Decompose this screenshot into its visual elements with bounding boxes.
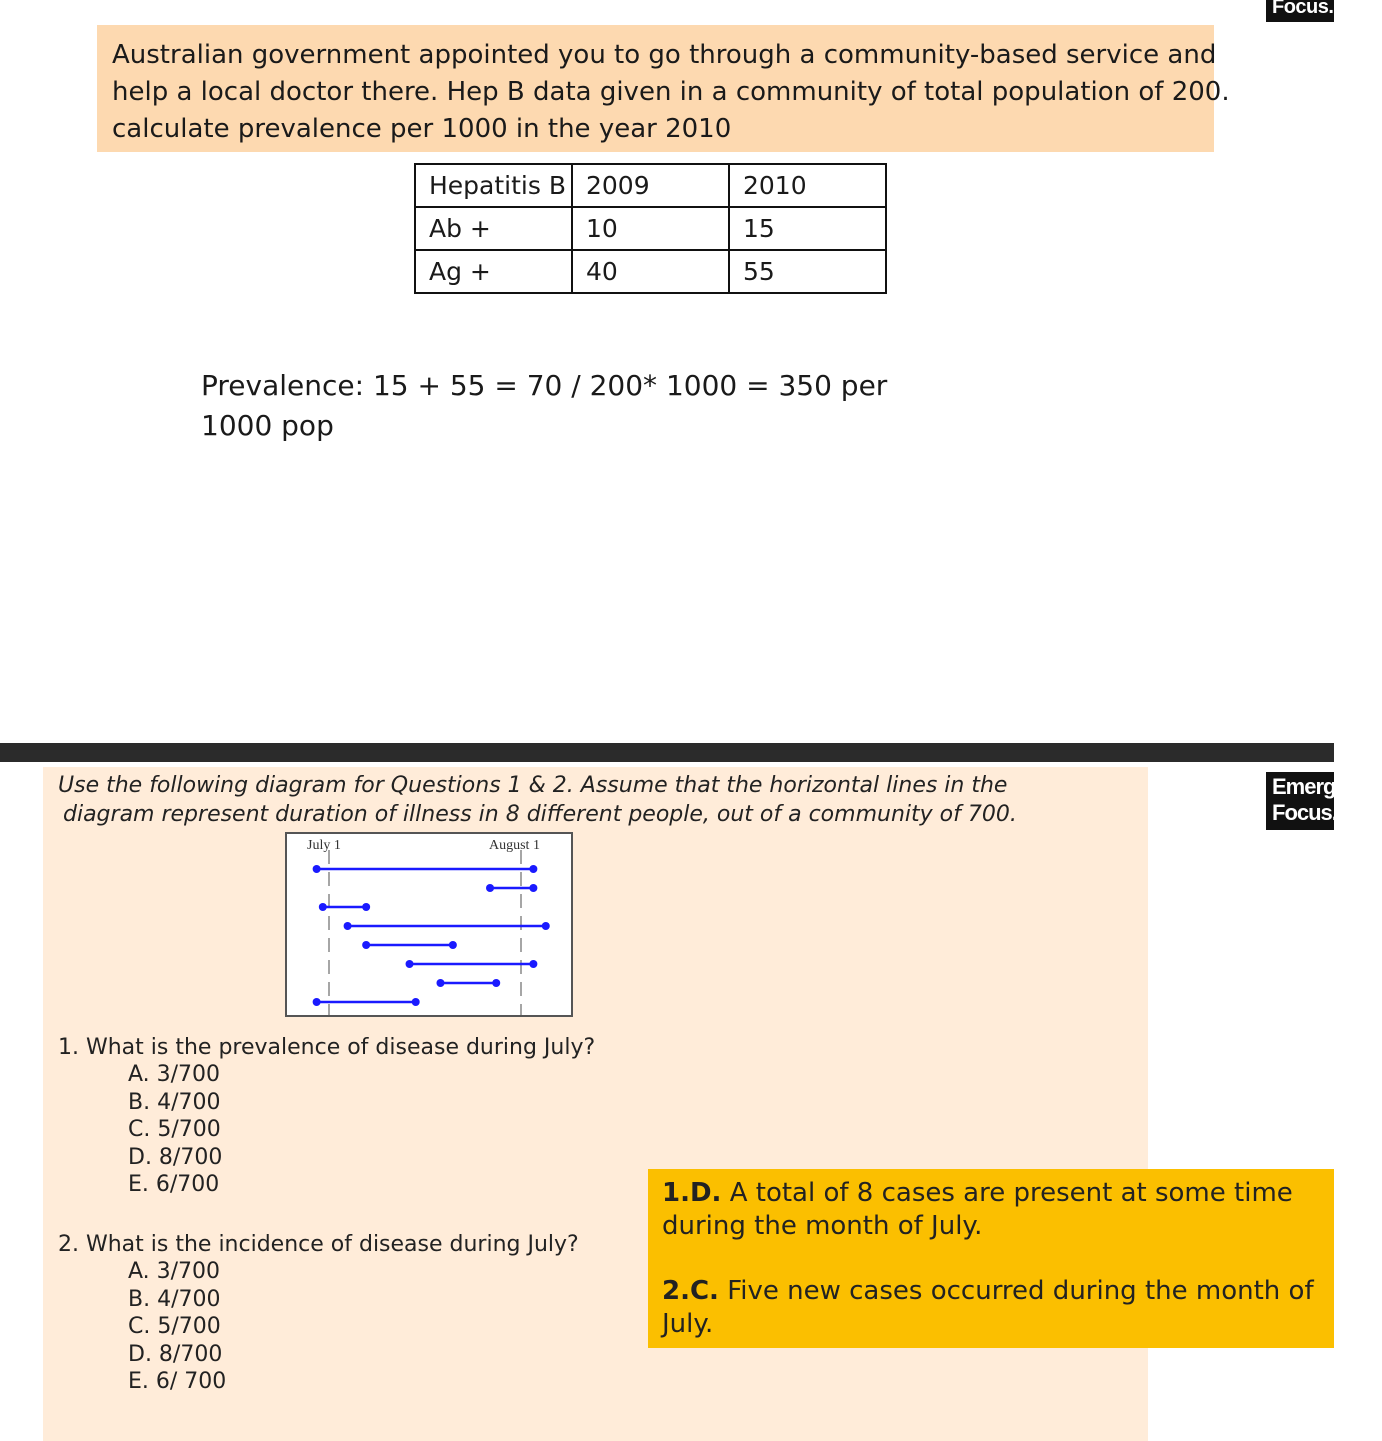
illness-endpoint — [362, 903, 370, 911]
table-cell: Ag + — [415, 250, 572, 293]
table-cell: Ab + — [415, 207, 572, 250]
illness-endpoint — [542, 922, 550, 930]
table-cell: 10 — [572, 207, 729, 250]
illness-endpoint — [313, 865, 321, 873]
option-item: D. 8/700 — [128, 1341, 223, 1367]
july-1-label: July 1 — [307, 838, 341, 853]
hep-b-table — [414, 163, 887, 294]
hep-question-line: calculate prevalence per 1000 in the year 2010 — [112, 114, 732, 144]
prevalence-line: Prevalence: 15 + 55 = 70 / 200* 1000 = 350 per — [201, 369, 888, 402]
illness-endpoint — [529, 960, 537, 968]
option-item: A. 3/700 — [128, 1259, 221, 1284]
option-item: B. 4/700 — [128, 1089, 221, 1115]
answer-1 — [662, 1177, 1314, 1243]
illness-endpoint — [313, 998, 321, 1006]
question-2-options — [128, 1258, 226, 1396]
intro-line: diagram represent duration of illness in 8 different people, out of a community of 700. — [63, 802, 1017, 827]
option-item: E. 6/700 — [128, 1172, 220, 1197]
option-item: B. 4/700 — [128, 1286, 221, 1312]
intro-line: Use the following diagram for Questions 1 & 2. Assume that the horizontal lines in the — [58, 773, 1008, 798]
logo-mid-line: Focus. — [1272, 800, 1337, 825]
option-item: A. 3/700 — [128, 1062, 221, 1087]
table-row — [415, 250, 886, 293]
answer-1-text: A total of 8 cases are present at some time during the month of July. — [662, 1178, 1293, 1241]
answer-2 — [662, 1275, 1314, 1341]
hep-question-line: help a local doctor there. Hep B data given in a community of total population of 200. — [112, 77, 1230, 107]
table-header-row — [415, 164, 886, 207]
table-cell: 40 — [572, 250, 729, 293]
table-header-cell: Hepatitis B — [415, 164, 572, 207]
illness-endpoint — [319, 903, 327, 911]
table-row — [415, 207, 886, 250]
table-cell: 55 — [729, 250, 886, 293]
question-2: 2. What is the incidence of disease during July? — [58, 1232, 579, 1257]
option-item: D. 8/700 — [128, 1144, 223, 1170]
table-header-cell: 2009 — [572, 164, 729, 207]
logo-mid-line: Emergency — [1272, 774, 1382, 799]
question-1: 1. What is the prevalence of disease during July? — [58, 1035, 596, 1060]
august-1-label: August 1 — [489, 838, 540, 853]
answer-2-label: 2.C. — [662, 1276, 719, 1306]
question-1-options — [128, 1061, 222, 1199]
illness-endpoint — [406, 960, 414, 968]
illness-timeline-diagram — [285, 832, 573, 1017]
logo-top — [1266, 0, 1334, 22]
illness-endpoint — [449, 941, 457, 949]
logo-mid — [1266, 772, 1382, 830]
prevalence-answer — [201, 366, 921, 446]
illness-endpoint — [344, 922, 352, 930]
answer-1-label: 1.D. — [662, 1178, 722, 1208]
table-cell: 15 — [729, 207, 886, 250]
answer-box — [648, 1169, 1334, 1348]
table-header-cell: 2010 — [729, 164, 886, 207]
hep-question-banner — [97, 25, 1230, 152]
timeline-svg — [287, 834, 571, 1015]
answer-2-text: Five new cases occurred during the month of July. — [662, 1276, 1314, 1339]
option-item: C. 5/700 — [128, 1117, 221, 1142]
illness-endpoint — [529, 865, 537, 873]
diagram-intro — [58, 771, 1058, 829]
option-item: C. 5/700 — [128, 1314, 221, 1339]
slide-divider — [0, 743, 1334, 762]
illness-endpoint — [486, 884, 494, 892]
prevalence-line: 1000 pop — [201, 409, 334, 442]
illness-endpoint — [362, 941, 370, 949]
illness-endpoint — [436, 979, 444, 987]
illness-endpoint — [492, 979, 500, 987]
illness-endpoint — [412, 998, 420, 1006]
option-item: E. 6/ 700 — [128, 1369, 227, 1394]
hep-question-line: Australian government appointed you to go through a community-based service and — [112, 40, 1217, 70]
logo-top-text: Focus. — [1272, 0, 1334, 18]
illness-endpoint — [529, 884, 537, 892]
